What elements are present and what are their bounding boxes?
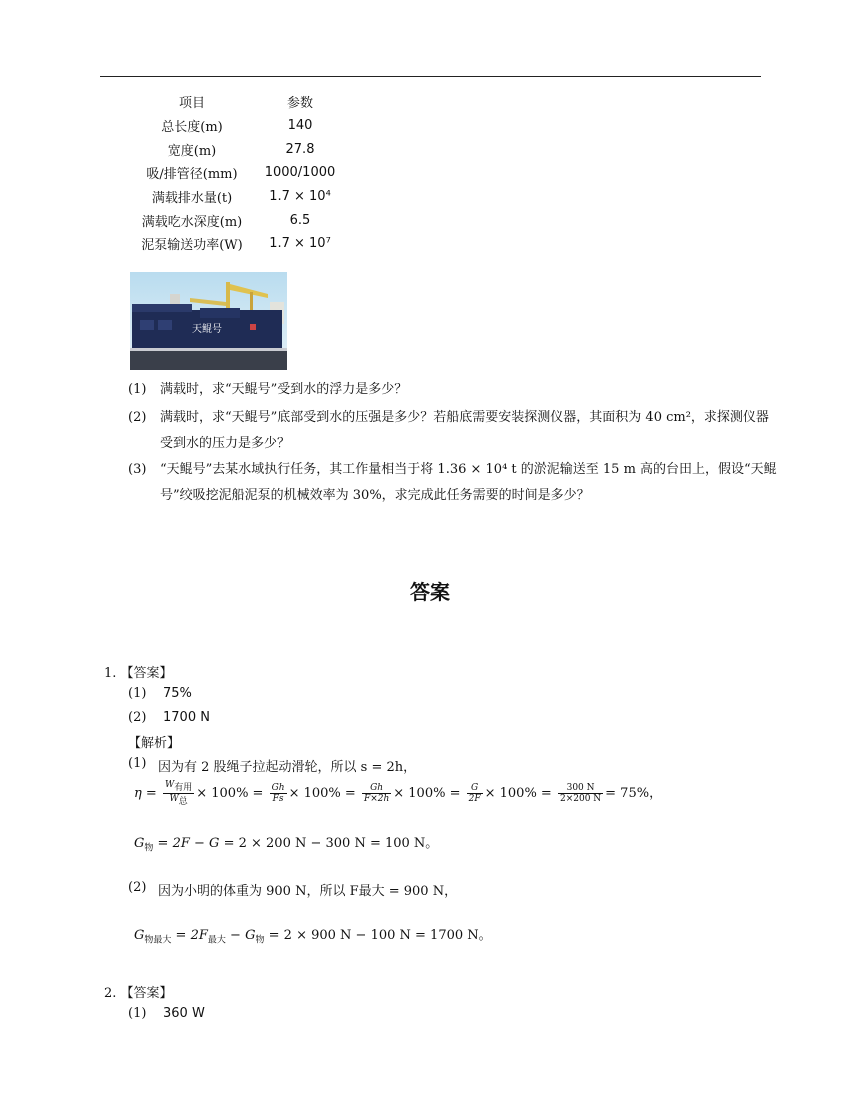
answers-heading: 答案 bbox=[410, 580, 450, 604]
param-name: 满载吃水深度(m) bbox=[141, 214, 243, 230]
question-text: 满载时，求“天鲲号”底部受到水的压强是多少？若船底需要安装探测仪器，其面积为 40 cm²，求探测仪器受到水的压力是多少？ bbox=[160, 410, 769, 451]
parameter-row bbox=[128, 137, 344, 161]
param-value: 1000/1000 bbox=[264, 165, 336, 181]
answer-part-number: (1) bbox=[128, 1006, 147, 1021]
max-weight-equation: $G_{物最大} = 2F_{最大} - G_物 = 2 \times 900$ N − 100 N = 1700 N。 bbox=[134, 928, 492, 946]
answer-part-number: (1) bbox=[128, 686, 147, 701]
parameter-row bbox=[128, 208, 344, 232]
answer-part-value: 75% bbox=[163, 686, 192, 701]
parameter-row bbox=[128, 232, 344, 256]
parameter-table-header bbox=[128, 90, 344, 114]
param-name: 宽度(m) bbox=[167, 143, 217, 159]
object-weight-equation: $G_物 = 2F - G = 2 \times 200$ N − 300 N = 100 N。 bbox=[134, 836, 439, 854]
question-text: “天鲲号”去某水域执行任务，其工作量相当于将 1.36 × 10⁴ t 的淤泥输送至 15 m 高的台田上，假设“天鲲号”绞吸挖泥船泥泵的机械效率为 30%，求完成此任务需要的时间是多少？ bbox=[160, 462, 777, 503]
analysis-part-number: (2) bbox=[128, 880, 147, 895]
param-name: 总长度(m) bbox=[161, 120, 223, 136]
efficiency-equation: η = $\frac{W_{有用}}{W_总}$ × 100% = $\frac{Gh}{Fs}$ × 100% = $\frac{Gh}{F\times 2h}$ × 100% = $\frac{G}{2F}$ × 100% = $\frac{300 N}{2\times 200 N}$ = 75%， bbox=[134, 780, 663, 807]
parameter-row bbox=[128, 114, 344, 138]
param-name: 泥泵输送功率(W) bbox=[141, 238, 243, 254]
answer-1-label: 1. 【答案】 bbox=[104, 666, 173, 681]
param-value: 27.8 bbox=[285, 141, 315, 157]
param-value: 1.7 × 10⁷ bbox=[269, 236, 331, 252]
question-number: (3) bbox=[128, 462, 147, 477]
question-3 bbox=[128, 457, 780, 509]
param-value: 6.5 bbox=[289, 212, 311, 228]
header-rule bbox=[100, 76, 761, 77]
parameter-row bbox=[128, 161, 344, 185]
analysis-label: 【解析】 bbox=[128, 736, 181, 751]
param-name: 满载排水量(t) bbox=[151, 191, 233, 207]
dredger-ship-image bbox=[130, 272, 287, 370]
answer-part-value: 360 W bbox=[163, 1006, 205, 1021]
col-header-value: 参数 bbox=[286, 96, 313, 112]
question-text: 满载时，求“天鲲号”受到水的浮力是多少？ bbox=[160, 382, 408, 397]
answer-2-label: 2. 【答案】 bbox=[104, 986, 173, 1001]
parameter-table bbox=[128, 90, 344, 256]
ship-photo bbox=[130, 272, 287, 370]
question-2 bbox=[128, 405, 780, 457]
analysis-step-text: 因为有 2 股绳子拉起动滑轮，所以 s = 2h， bbox=[158, 760, 417, 775]
analysis-step-text: 因为小明的体重为 900 N，所以 F最大 = 900 N， bbox=[158, 884, 458, 899]
param-value: 140 bbox=[287, 118, 313, 134]
answer-part-value: 1700 N bbox=[163, 710, 210, 725]
ship-name-lettering: 天鲲号 bbox=[192, 324, 222, 335]
question-number: (2) bbox=[128, 410, 147, 425]
param-name: 吸/排管径(mm) bbox=[146, 167, 238, 183]
answer-part-number: (2) bbox=[128, 710, 147, 725]
col-header-item: 项目 bbox=[178, 96, 205, 112]
analysis-part-number: (1) bbox=[128, 756, 147, 771]
question-1 bbox=[128, 377, 780, 403]
parameter-row bbox=[128, 185, 344, 209]
question-number: (1) bbox=[128, 382, 147, 397]
param-value: 1.7 × 10⁴ bbox=[269, 189, 331, 205]
